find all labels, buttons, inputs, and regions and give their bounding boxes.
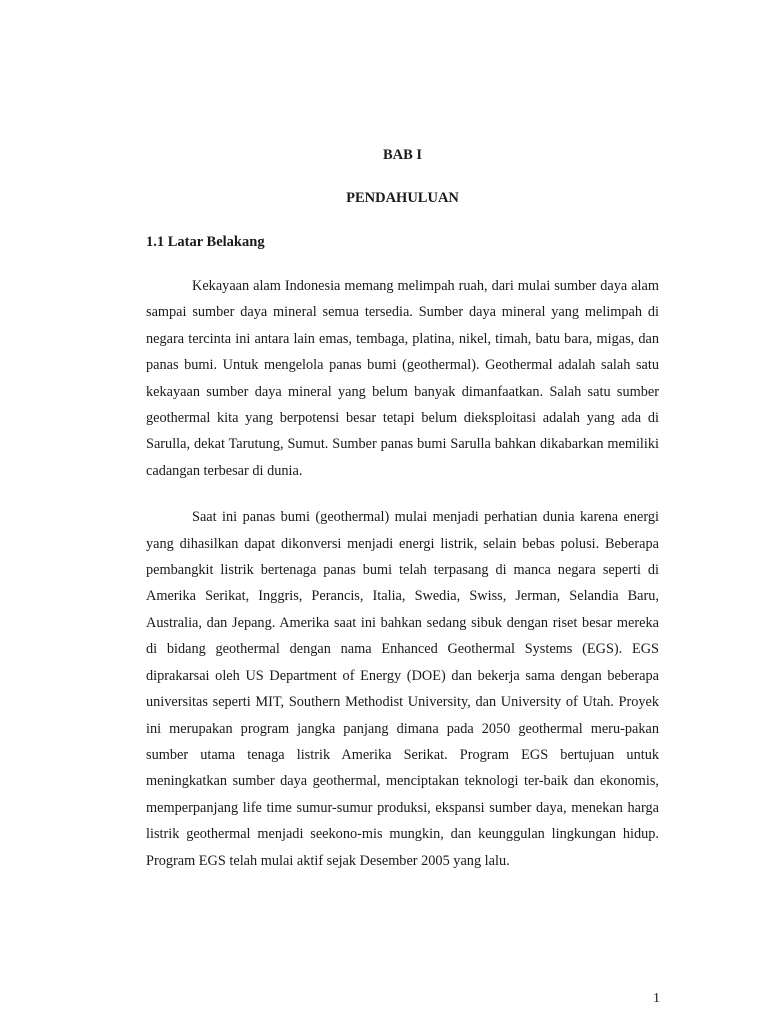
chapter-number: BAB I bbox=[382, 147, 423, 163]
paragraph-1: Kekayaan alam Indonesia memang melimpah ruah, dari mulai sumber daya alam sampai sumber daya mineral semua tersedia. Sumber daya mineral yang melimpah di negara tercinta ini antara lain emas, tembaga, platina, nikel, timah, batu bara, migas, dan panas bumi. Untuk mengelola panas bumi (geothermal). Geothermal adalah salah satu kekayaan sumber daya mineral yang belum banyak dimanfaatkan. Salah satu sumber geothermal kita yang berpotensi besar tetapi belum dieksploitasi adalah yang ada di Sarulla, dekat Tarutung, Sumut. Sumber panas bumi Sarulla bahkan dikabarkan memiliki cadangan terbesar di dunia. bbox=[146, 278, 659, 479]
chapter-title: PENDAHULUAN bbox=[346, 190, 459, 206]
section-heading: 1.1 Latar Belakang bbox=[146, 234, 265, 250]
page-number: 1 bbox=[653, 991, 660, 1006]
page-content bbox=[146, 145, 659, 874]
paragraph-2: Saat ini panas bumi (geothermal) mulai menjadi perhatian dunia karena energi yang dihasilkan dapat dikonversi menjadi energi listrik, selain bebas polusi. Beberapa pembangkit listrik bertenaga panas bumi telah terpasang di manca negara seperti di Amerika Serikat, Inggris, Perancis, Italia, Swedia, Swiss, Jerman, Selandia Baru, Australia, dan Jepang. Amerika saat ini bahkan sedang sibuk dengan riset besar mereka di bidang geothermal dengan nama Enhanced Geothermal Systems (EGS). EGS diprakarsai oleh US Department of Energy (DOE) dan bekerja sama dengan beberapa universitas seperti MIT, Southern Methodist University, dan University of Utah. Proyek ini merupakan program jangka panjang dimana pada 2050 geothermal meru-pakan sumber utama tenaga listrik Amerika Serikat. Program EGS bertujuan untuk meningkatkan sumber daya geothermal, menciptakan teknologi ter-baik dan ekonomis, memperpanjang life time sumur-sumur produksi, ekspansi sumber daya, menekan harga listrik geothermal menjadi seekono-mis mungkin, dan keunggulan lingkungan hidup. Program EGS telah mulai aktif sejak Desember 2005 yang lalu. bbox=[146, 509, 659, 869]
